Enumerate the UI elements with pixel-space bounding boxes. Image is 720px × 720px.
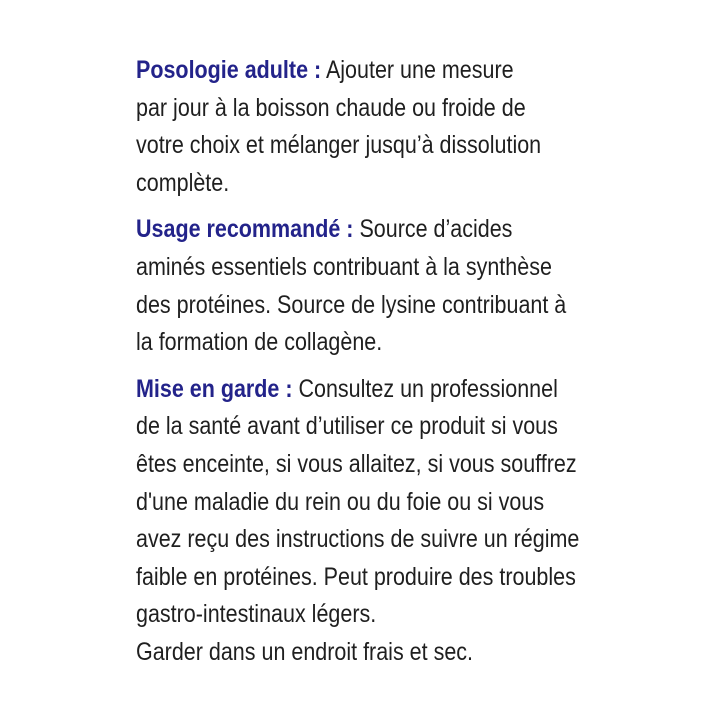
dosage-first-line [136, 52, 635, 90]
dosage-text-line: votre choix et mélanger jusqu’à dissolution [136, 131, 542, 160]
dosage-text-line: Ajouter une mesure [321, 56, 514, 84]
warning-text-line: d'une maladie du rein ou du foie ou si vous [136, 487, 545, 516]
warning-text-line: faible en protéines. Peut produire des troubles [136, 562, 576, 591]
warning-text-line: de la santé avant d’utiliser ce produit si vous [136, 412, 558, 441]
dosage-section [136, 52, 635, 202]
warning-text-line: Consultez un professionnel [292, 374, 558, 403]
recommended-use-heading: Usage recommandé : [136, 215, 354, 244]
warning-text-line: avez reçu des instructions de suivre un régime [136, 525, 580, 554]
warning-text-line: gastro-intestinaux légers. [136, 600, 377, 629]
recommended-use-section [136, 211, 635, 361]
dosage-text-line: par jour à la boisson chaude ou froide de [136, 93, 526, 122]
recommended-use-text-line: des protéines. Source de lysine contribuant à [136, 290, 567, 319]
warning-section [136, 371, 635, 672]
recommended-use-first-line [136, 211, 635, 249]
warning-text-line: êtes enceinte, si vous allaitez, si vous souffrez [136, 449, 577, 478]
dosage-heading: Posologie adulte : [136, 56, 322, 84]
product-label-text [136, 52, 635, 672]
recommended-use-text-line: la formation de collagène. [136, 328, 383, 357]
recommended-use-text-line: aminés essentiels contribuant à la synthèse [136, 252, 552, 281]
dosage-text-line: complète. [136, 168, 230, 197]
warning-heading: Mise en garde : [136, 374, 293, 403]
warning-first-line [136, 371, 635, 409]
storage-instruction-line: Garder dans un endroit frais et sec. [136, 637, 474, 666]
recommended-use-text-line: Source d’acides [353, 215, 513, 244]
